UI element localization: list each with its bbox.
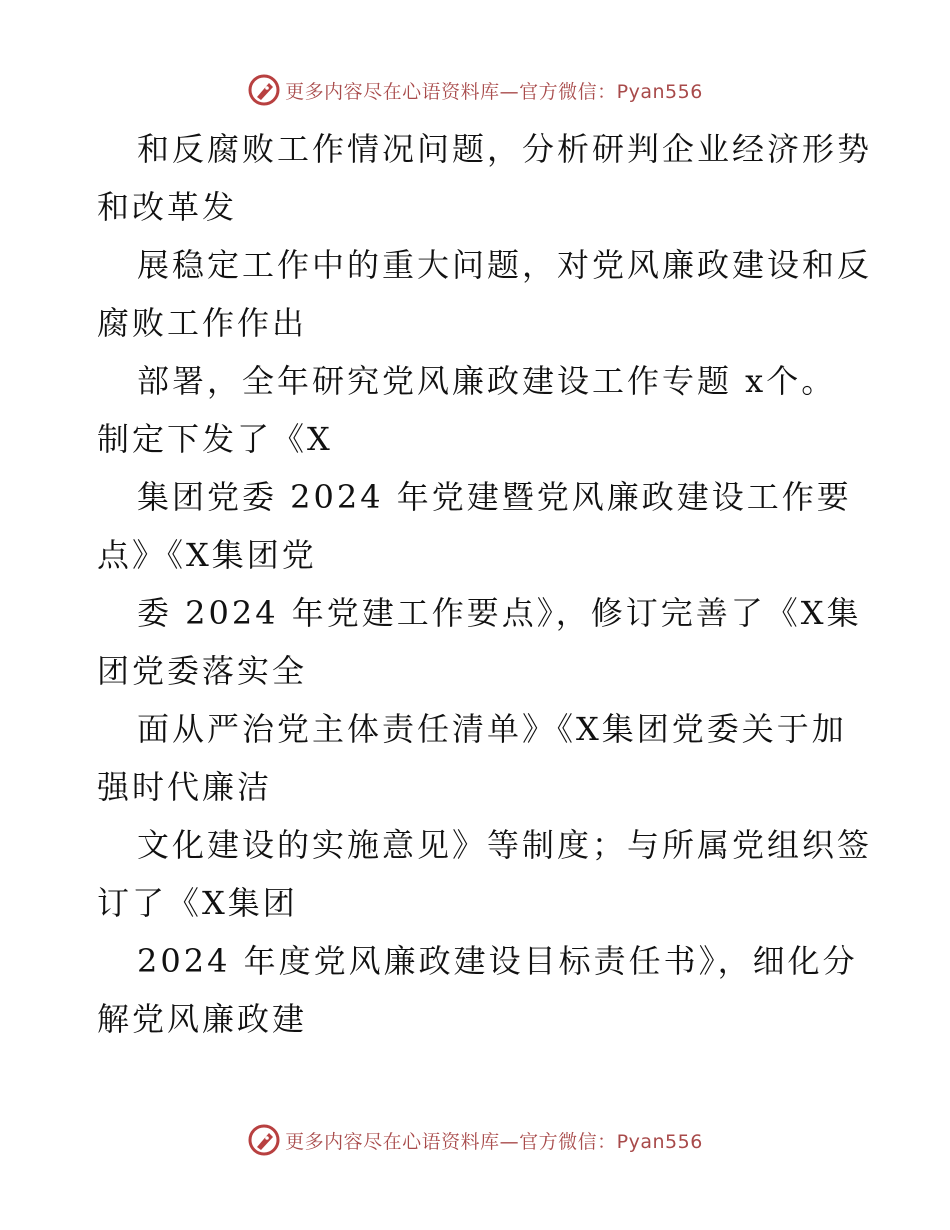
body-line-text: 委 2024 年党建工作要点》，修订完善了《X集 bbox=[137, 594, 862, 632]
body-line bbox=[97, 758, 867, 816]
body-line-text: 集团党委 2024 年党建暨党风廉政建设工作要 bbox=[137, 478, 852, 516]
body-line-text: 和改革发 bbox=[97, 188, 238, 226]
body-line-text: 强时代廉洁 bbox=[97, 768, 273, 806]
header-watermark-banner bbox=[0, 70, 950, 110]
body-line bbox=[97, 120, 873, 178]
body-line-text: 团党委落实全 bbox=[97, 652, 308, 690]
pen-nib-icon bbox=[247, 73, 281, 107]
body-line bbox=[97, 990, 867, 1048]
body-line bbox=[97, 352, 867, 410]
body-line-text: 订了《X集团 bbox=[97, 884, 298, 922]
body-line-text: 面从严治党主体责任清单》《X集团党委关于加 bbox=[137, 710, 847, 748]
body-line bbox=[97, 526, 867, 584]
footer-watermark-banner bbox=[0, 1120, 950, 1160]
pen-nib-icon bbox=[247, 1123, 281, 1157]
body-line bbox=[97, 700, 867, 758]
footer-watermark-text: 更多内容尽在心语资料库—官方微信：Pyan556 bbox=[285, 1130, 703, 1153]
body-line-text: 点》《X集团党 bbox=[97, 536, 317, 574]
body-line-text: 制定下发了《X bbox=[97, 420, 333, 458]
body-line bbox=[97, 874, 867, 932]
header-watermark-text: 更多内容尽在心语资料库—官方微信：Pyan556 bbox=[285, 80, 703, 103]
body-line bbox=[97, 410, 867, 468]
body-line-text: 和反腐败工作情况问题，分析研判企业经济形势 bbox=[137, 130, 873, 168]
body-line-text: 文化建设的实施意见》等制度；与所属党组织签 bbox=[137, 826, 873, 864]
body-line-text: 展稳定工作中的重大问题，对党风廉政建设和反 bbox=[137, 246, 873, 284]
body-line bbox=[97, 236, 873, 294]
body-line-text: 2024 年度党风廉政建设目标责任书》，细化分 bbox=[137, 942, 858, 980]
body-line bbox=[97, 642, 867, 700]
body-line-text: 腐败工作作出 bbox=[97, 304, 308, 342]
body-line bbox=[97, 584, 867, 642]
body-line bbox=[97, 294, 867, 352]
body-line bbox=[97, 932, 867, 990]
body-line bbox=[97, 816, 873, 874]
body-line bbox=[97, 468, 867, 526]
body-line-text: 解党风廉政建 bbox=[97, 1000, 308, 1038]
body-line bbox=[97, 178, 867, 236]
body-line-text: 部署，全年研究党风廉政建设工作专题 x个。 bbox=[137, 362, 837, 400]
document-body bbox=[97, 120, 873, 1048]
